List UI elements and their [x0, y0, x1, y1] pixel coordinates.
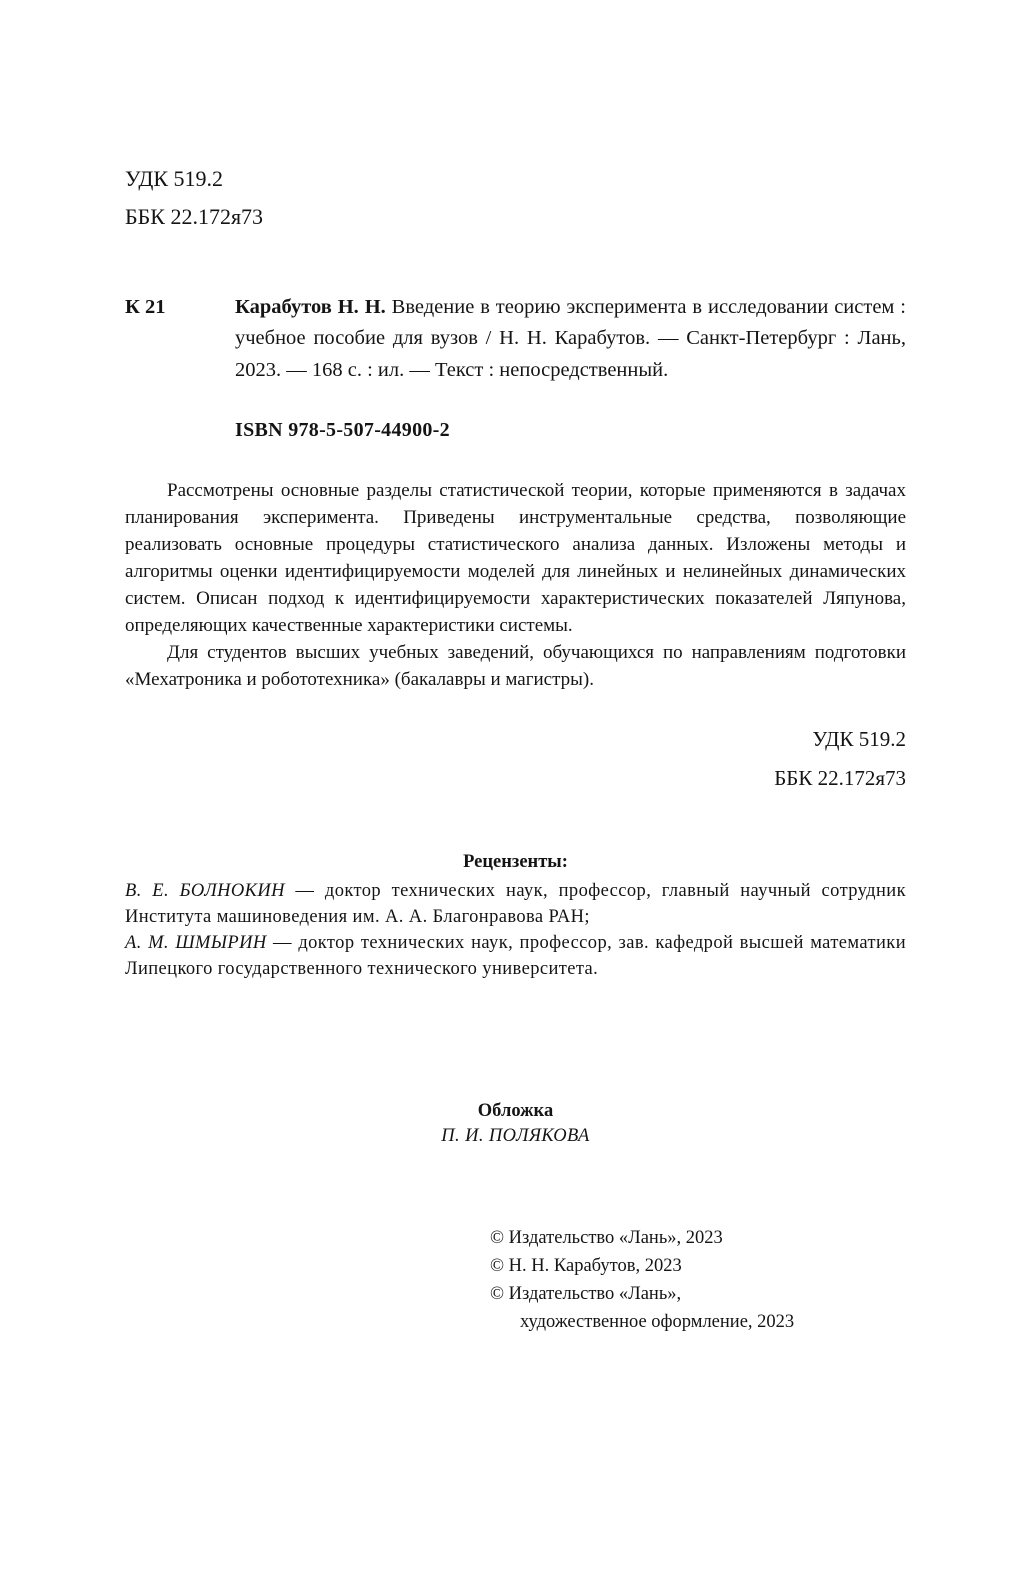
annotation	[125, 478, 906, 694]
reviewer-name: В. Е. БОЛНОКИН	[125, 880, 285, 901]
cover-heading: Обложка	[477, 1100, 554, 1121]
udk-code-top: УДК 519.2	[125, 166, 224, 191]
catalog-code: К 21	[125, 295, 166, 318]
bbk-code-bottom: ББК 22.172я73	[774, 765, 906, 790]
classification-codes-bottom	[125, 720, 906, 798]
copyright-block	[490, 1224, 906, 1336]
cover-credit	[125, 1099, 906, 1150]
annotation-paragraph-2: Для студентов высших учебных заведений, обучающихся по направлениям подготовки «Мехатроника и робототехника» (бакалавры и магистры).	[125, 641, 906, 690]
classification-codes-top	[125, 160, 906, 236]
copyright-line-continuation: художественное оформление, 2023	[520, 1312, 795, 1333]
bbk-code-top: ББК 22.172я73	[125, 203, 264, 229]
isbn-line: ISBN 978-5-507-44900-2	[235, 418, 450, 441]
annotation-paragraph-1: Рассмотрены основные разделы статистической теории, которые применяются в задачах планирования эксперимента. Приведены инструментальные средства, позволяющие реализовать основные процедуры статистического анализа данных. Изложены методы и алгоритмы оценки идентифицируемости моделей для линейных и нелинейных динамических систем. Описан подход к идентифицируемости характеристических показателей Ляпунова, определяющих качественные характеристики системы.	[125, 479, 906, 636]
reviewer-description: — доктор технических наук, профессор, зав. кафедрой высшей математики Липецкого государственного технического университета.	[125, 933, 906, 980]
reviewer-entry	[125, 878, 906, 931]
catalog-author: Карабутов Н. Н.	[235, 295, 386, 318]
reviewers-heading: Рецензенты:	[463, 852, 568, 873]
catalog-description: Введение в теорию эксперимента в исследовании систем : учебное пособие для вузов / Н. Н. Карабутов. — Санкт-Петербург : Лань, 2023. — 168 с. : ил. — Текст : непосредственный.	[235, 295, 906, 382]
cover-designer-name: П. И. ПОЛЯКОВА	[441, 1126, 590, 1147]
udk-code-bottom: УДК 519.2	[812, 726, 906, 751]
reviewers-section	[125, 849, 906, 982]
catalog-record	[125, 292, 906, 387]
catalog-entry	[235, 292, 906, 387]
reviewer-name: А. М. ШМЫРИН	[125, 933, 267, 954]
copyright-line: © Издательство «Лань», 2023	[490, 1227, 723, 1248]
copyright-line: © Н. Н. Карабутов, 2023	[490, 1255, 682, 1276]
reviewer-entry	[125, 930, 906, 983]
copyright-line: © Издательство «Лань»,	[490, 1283, 682, 1304]
reviewer-description: — доктор технических наук, профессор, главный научный сотрудник Института машиноведения им. А. А. Благонравова РАН;	[125, 880, 906, 927]
